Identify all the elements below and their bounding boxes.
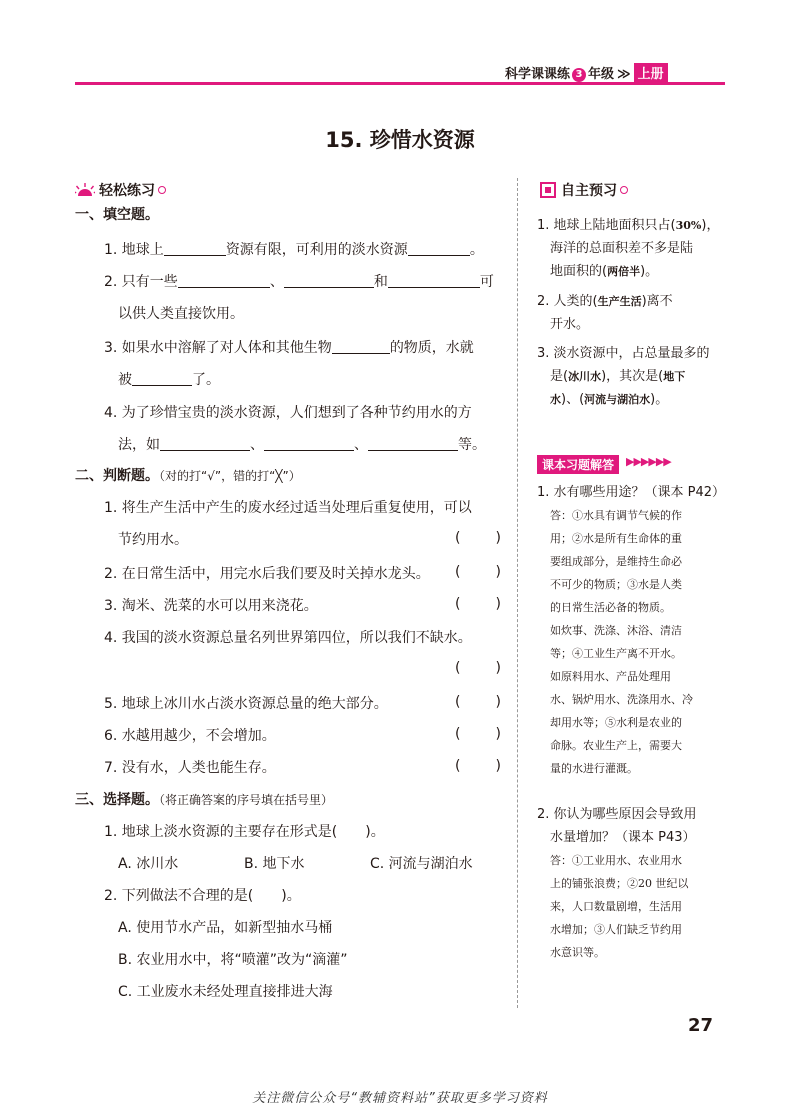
answer-blank[interactable] [264, 435, 354, 451]
paren-close: ) [495, 564, 501, 580]
handwritten-answer: 地下 [663, 370, 686, 383]
choice-q2: 2. 下列做法不合理的是( )。 [104, 888, 301, 904]
q-text: 、 [354, 437, 368, 453]
answer-paren[interactable] [455, 596, 501, 612]
answer-paren[interactable] [455, 530, 501, 546]
fill-q3-line2 [118, 370, 220, 390]
answer-paren[interactable] [455, 660, 501, 676]
handwritten-answer: 30% [675, 219, 702, 232]
fill-q2 [104, 272, 494, 292]
fill-q1 [104, 240, 484, 260]
double-chevron-icon: ≫ [617, 67, 631, 82]
column-divider [517, 178, 518, 1008]
answer-line: 水意识等。 [550, 946, 605, 959]
fill-q4: 4. 为了珍惜宝贵的淡水资源，人们想到了各种节约用水的方 [104, 405, 472, 421]
paren-close: ) [495, 726, 501, 742]
paren-close: ) [495, 694, 501, 710]
answer-line: 命脉。农业生产上，需要大 [550, 739, 682, 752]
heading-text: 三、选择题。 [75, 792, 159, 808]
footer-watermark: 关注微信公众号“教辅资料站”获取更多学习资料 [252, 1091, 548, 1106]
judge-item: 2. 在日常生活中，用完水后我们要及时关掉水龙头。 [104, 566, 430, 582]
paren-open: ( [455, 596, 461, 612]
heading-text: 二、判断题。 [75, 468, 159, 484]
q-text: 2. 只有一些 [104, 274, 178, 290]
grade-number-badge: 3 [572, 68, 586, 82]
text: )离不 [641, 294, 673, 309]
answer-line: 如原料用水、产品处理用 [550, 670, 671, 683]
paren-close: ) [495, 530, 501, 546]
text: )， [701, 218, 720, 233]
answer-1 [537, 481, 727, 780]
answer-question: 2. 你认为哪些原因会导致用 [537, 807, 697, 822]
choice-option[interactable]: A. 冰川水 [118, 856, 179, 872]
decor-dot-icon [620, 186, 628, 194]
decor-dot-icon [158, 186, 166, 194]
handwritten-answer: 河流与湖泊水 [584, 393, 651, 406]
answer-blank[interactable] [164, 240, 226, 256]
answer-line: 要组成部分，是维持生命必 [550, 555, 682, 568]
handwritten-answer: 生产生活 [597, 295, 642, 308]
answer-question: 水量增加？（课本 P43） [550, 830, 696, 845]
answer-line: 水、锅炉用水、洗涤用水、冷 [550, 693, 693, 706]
q-text: 等。 [458, 437, 486, 453]
answer-blank[interactable] [132, 370, 192, 386]
answer-line: 却用水等；⑤水利是农业的 [550, 716, 682, 729]
q-text: 和 [373, 274, 388, 290]
paren-open: ( [455, 758, 461, 774]
fill-q3 [104, 338, 474, 358]
q-text: 、 [250, 437, 264, 453]
judge-item: 1. 将生产生活中产生的废水经过适当处理后重复使用，可以 [104, 500, 472, 516]
lesson-title: 15. 珍惜水资源 [325, 128, 475, 152]
choice-option[interactable]: A. 使用节水产品，如新型抽水马桶 [118, 920, 333, 936]
fill-q4-line2 [118, 435, 486, 455]
judge-item: 7. 没有水，人类也能生存。 [104, 760, 276, 776]
header-running-title [505, 63, 668, 82]
answer-paren[interactable] [455, 758, 501, 774]
choice-option[interactable]: B. 地下水 [244, 856, 305, 872]
section-label: 轻松练习 [99, 183, 155, 199]
arrows-icon: ▶▶▶▶▶▶ [626, 455, 671, 468]
answer-question: 1. 水有哪些用途？（课本 P42） [537, 485, 726, 500]
preview-item-1 [537, 214, 727, 283]
heading-note: （将正确答案的序号填在括号里） [159, 793, 334, 807]
judge-item: 6. 水越用越少，不会增加。 [104, 728, 276, 744]
choice-option[interactable]: C. 河流与湖泊水 [370, 856, 473, 872]
paren-open: ( [455, 726, 461, 742]
grade-label: 年级 [588, 67, 615, 82]
q-text: 了。 [192, 372, 220, 388]
answers-banner: 课本习题解答 [537, 455, 619, 474]
preview-item-3 [537, 342, 727, 411]
text: )，其次是( [601, 369, 664, 384]
answer-line: 如炊事、洗涤、沐浴、清洁 [550, 624, 682, 637]
q-text: 可 [479, 274, 494, 290]
text: 1. 地球上陆地面积只占( [537, 218, 676, 233]
q-text: 1. 地球上 [104, 242, 164, 258]
judge-item: 节约用水。 [118, 532, 188, 548]
judge-item: 4. 我国的淡水资源总量名列世界第四位，所以我们不缺水。 [104, 630, 472, 646]
answer-blank[interactable] [284, 272, 374, 288]
header-rule [75, 82, 725, 85]
answer-2 [537, 803, 727, 964]
choice-heading [75, 790, 333, 810]
text: 3. 淡水资源中，占总量最多的 [537, 346, 710, 361]
answer-line: 答：①水具有调节气候的作 [550, 509, 682, 522]
page-number: 27 [688, 1015, 714, 1036]
handwritten-answer: 水 [550, 393, 561, 406]
fill-q2-line2: 以供人类直接饮用。 [118, 306, 244, 322]
handwritten-answer: 两倍半 [607, 265, 641, 278]
text: )、( [561, 392, 585, 407]
section-head-preview [540, 180, 628, 200]
paren-open: ( [455, 660, 461, 676]
judge-heading [75, 466, 301, 486]
fill-blank-heading: 一、填空题。 [75, 207, 159, 223]
q-text: 被 [118, 372, 132, 388]
judge-item: 3. 淘米、洗菜的水可以用来浇花。 [104, 598, 318, 614]
text: 开水。 [550, 317, 590, 332]
text: 海洋的总面积差不多是陆 [550, 241, 694, 256]
answer-blank[interactable] [368, 435, 458, 451]
answer-line: 量的水进行灌溉。 [550, 762, 638, 775]
answer-body [537, 504, 727, 780]
q-text: 资源有限，可利用的淡水资源 [225, 242, 408, 258]
paren-close: ) [495, 660, 501, 676]
text: 是( [550, 369, 569, 384]
answer-body [537, 849, 727, 964]
answer-line: 的日常生活必备的物质。 [550, 601, 671, 614]
preview-item-2 [537, 290, 727, 336]
answer-line: 来，人口数量剧增，生活用 [550, 900, 682, 913]
answer-paren[interactable] [455, 726, 501, 742]
paren-open: ( [455, 694, 461, 710]
q-text: 。 [469, 242, 484, 258]
heading-note: （对的打“√”，错的打“╳”） [159, 469, 301, 483]
book-title: 科学课课练 [505, 67, 571, 82]
answer-line: 答：①工业用水、农业用水 [550, 854, 682, 867]
paren-open: ( [455, 564, 461, 580]
text: )。 [640, 264, 659, 279]
answer-blank[interactable] [388, 272, 480, 288]
text: )。 [650, 392, 669, 407]
text: 2. 人类的( [537, 294, 598, 309]
paren-open: ( [455, 530, 461, 546]
answer-line: 不可少的物质；③水是人类 [550, 578, 682, 591]
paren-close: ) [495, 758, 501, 774]
answer-line: 用；②水是所有生命体的重 [550, 532, 682, 545]
answer-blank[interactable] [160, 435, 250, 451]
q-text: 的物质，水就 [389, 340, 474, 356]
answer-paren[interactable] [455, 564, 501, 580]
section-label: 自主预习 [561, 183, 617, 199]
section-head-practice [75, 180, 166, 200]
volume-label: 上册 [634, 63, 668, 82]
answer-line: 上的铺张浪费；②20 世纪以 [550, 877, 689, 890]
q-text: 3. 如果水中溶解了对人体和其他生物 [104, 340, 332, 356]
answer-blank[interactable] [408, 240, 470, 256]
choice-q1: 1. 地球上淡水资源的主要存在形式是( )。 [104, 824, 385, 840]
text: 地面积的( [550, 264, 608, 279]
choice-option[interactable]: C. 工业废水未经处理直接排进大海 [118, 984, 333, 1000]
square-icon [540, 182, 556, 198]
q-text: 、 [269, 274, 284, 290]
answer-paren[interactable] [455, 694, 501, 710]
sun-icon [75, 183, 95, 197]
paren-close: ) [495, 596, 501, 612]
answer-blank[interactable] [178, 272, 270, 288]
handwritten-answer: 冰川水 [568, 370, 602, 383]
judge-item: 5. 地球上冰川水占淡水资源总量的绝大部分。 [104, 696, 388, 712]
answer-line: 水增加；③人们缺乏节约用 [550, 923, 682, 936]
q-text: 法，如 [118, 437, 160, 453]
answer-blank[interactable] [332, 338, 390, 354]
answer-line: 等；④工业生产离不开水。 [550, 647, 682, 660]
choice-option[interactable]: B. 农业用水中，将“喷灌”改为“滴灌” [118, 952, 348, 968]
